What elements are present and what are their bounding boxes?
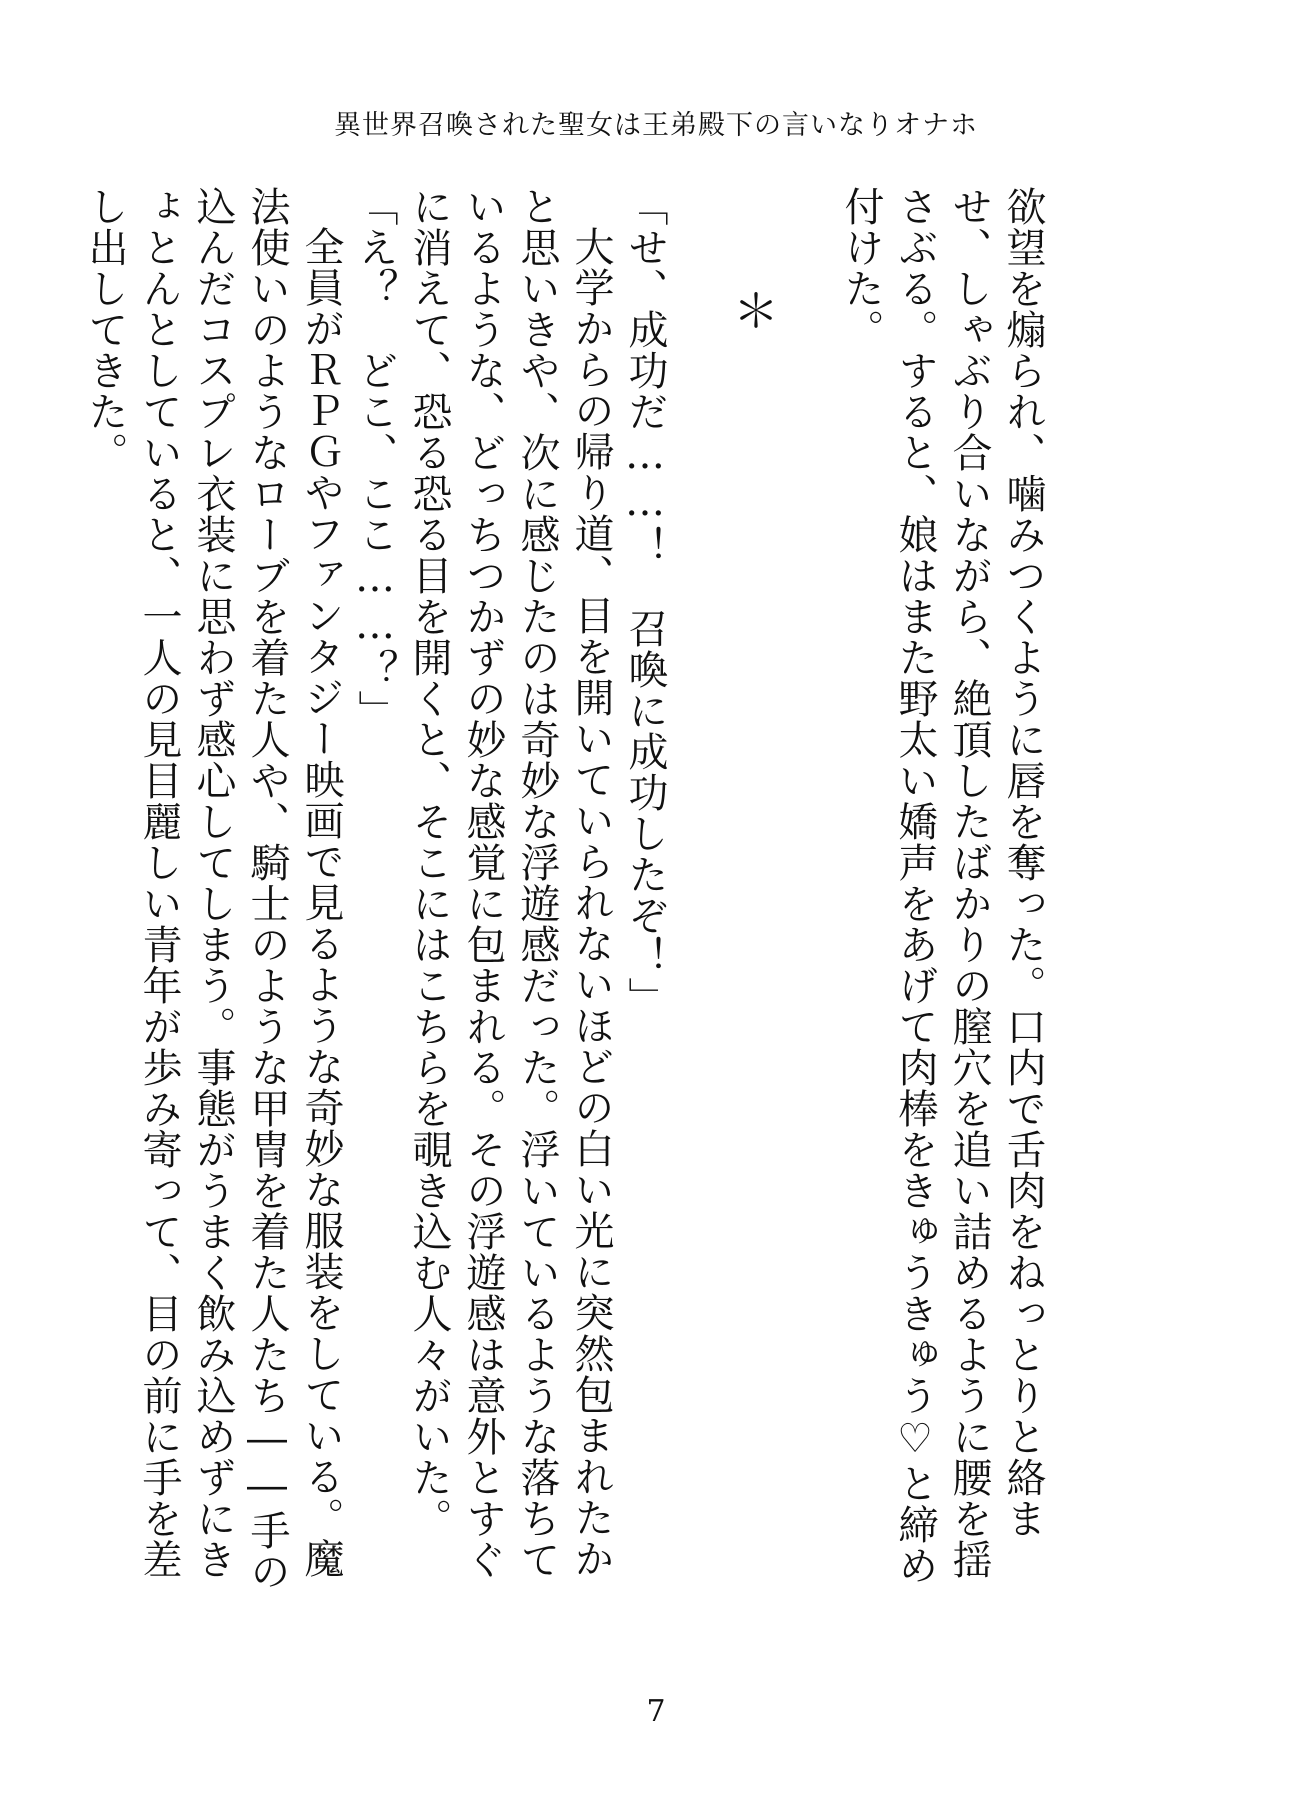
- paragraph-costumes: 全員がＲＰＧやファンタジー映画で見るような奇妙な服装をしている。魔法使いのようなローブを着た人や、騎士のような甲冑を着た人たち――手の込んだコスプレ衣装に思わず感心してしまう。事態がうまく飲み込めずにきょとんとしていると、一人の見目麗しい青年が歩み寄って、目の前に手を差し出してきた。: [82, 186, 344, 1592]
- dialogue-summoning-success: 「せ、成功だ……！ 召喚に成功したぞ！」: [622, 186, 668, 1018]
- blank-line: [780, 186, 834, 1596]
- body-text: [82, 186, 1050, 1596]
- blank-line: [672, 186, 726, 1596]
- page-number: 7: [646, 1694, 666, 1729]
- dialogue-where-am-i: 「え？ どこ、ここ……？」: [352, 186, 398, 731]
- scene-break-asterisk: ＊: [726, 287, 780, 335]
- paragraph-closing-scene: 欲望を煽られ、噛みつくように唇を奪った。口内で舌肉をねっとりと絡ませ、しゃぶり合いながら、絶頂したばかりの膣穴を追い詰めるように腰を揺さぶる。すると、娘はまた野太い嬌声をあげて肉棒をきゅうきゅう♡と締め付けた。: [838, 186, 1046, 1586]
- paragraph-white-light: 大学からの帰り道、目を開いていられないほどの白い光に突然包まれたかと思いきや、次に感じたのは奇妙な浮遊感だった。浮いているような落ちているような、どっちつかずの妙な感覚に包まれる。その浮遊感は意外とすぐに消えて、恐る恐る目を開くと、そこにはこちらを覗き込む人々がいた。: [406, 186, 614, 1580]
- running-head: 異世界召喚された聖女は王弟殿下の言いなりオナホ: [334, 110, 978, 141]
